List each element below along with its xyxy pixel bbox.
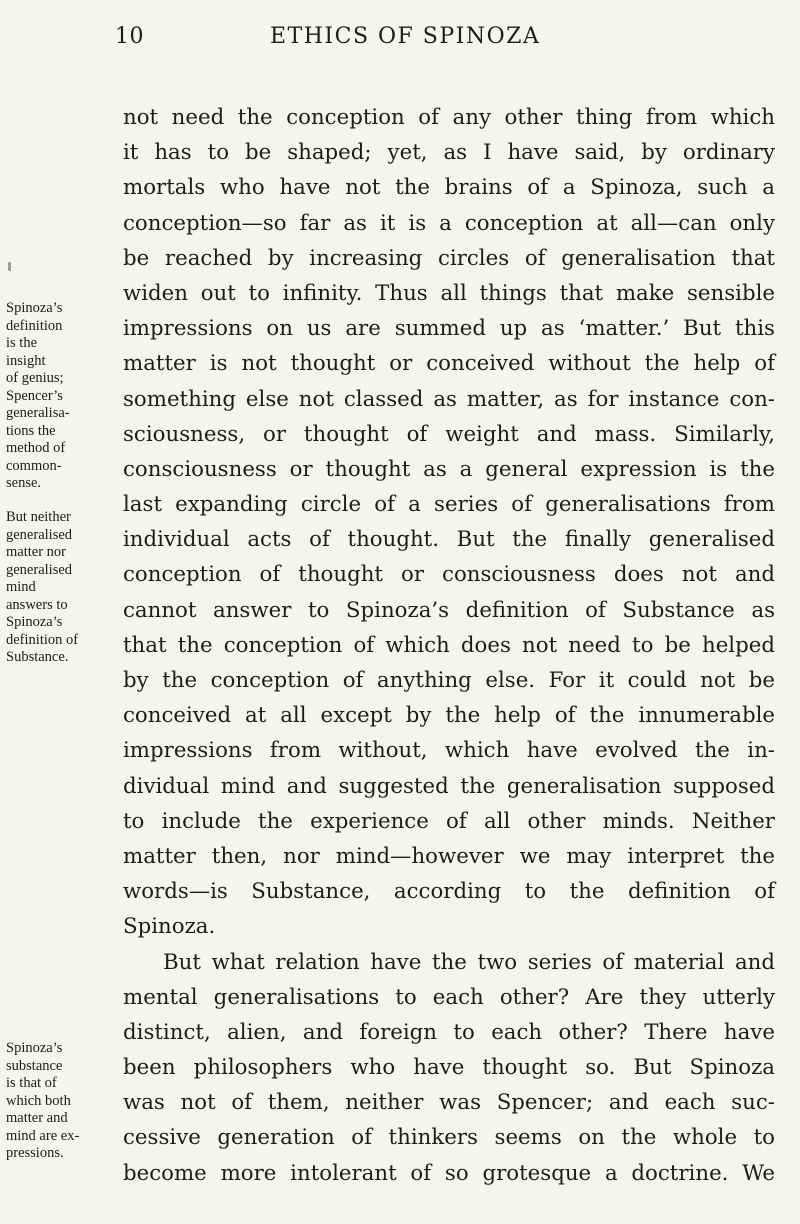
margin-note-line: substance bbox=[6, 1057, 63, 1074]
text-line: dividual mind and suggested the generalisation supposed bbox=[123, 773, 775, 799]
running-title: ETHICS OF SPINOZA bbox=[270, 24, 541, 49]
margin-note-line: generalised bbox=[6, 526, 73, 543]
margin-note-line: Spencer’s bbox=[6, 387, 63, 404]
page-header bbox=[0, 10, 800, 50]
text-line: impressions on us are summed up as ‘matter.’ But this bbox=[123, 316, 775, 342]
text-line: impressions from without, which have evolved the in- bbox=[123, 738, 775, 764]
text-line: But what relation have the two series of material and bbox=[163, 949, 775, 975]
margin-note-line: But neither bbox=[6, 509, 71, 525]
margin-note-line: pressions. bbox=[6, 1145, 64, 1161]
text-line: been philosophers who have thought so. But Spinoza bbox=[123, 1055, 775, 1081]
margin-note-line: Spinoza’s bbox=[6, 300, 63, 316]
margin-mark bbox=[8, 262, 11, 271]
page-number: 10 bbox=[115, 24, 144, 49]
margin-note-line: mind bbox=[6, 579, 36, 595]
margin-note-definition bbox=[6, 300, 110, 493]
text-line: last expanding circle of a series of generalisations from bbox=[123, 492, 775, 518]
margin-note-line: which both bbox=[6, 1092, 71, 1109]
margin-note-line: Spinoza’s bbox=[6, 1040, 63, 1056]
margin-note-line: matter nor bbox=[6, 544, 66, 560]
text-line: widen out to infinity. Thus all things that make sensible bbox=[123, 280, 775, 306]
text-line: not need the conception of any other thing from which bbox=[123, 105, 775, 130]
body-text bbox=[123, 100, 775, 1191]
margin-note-line: answers to bbox=[6, 596, 68, 613]
text-line: sciousness, or thought of weight and mass. Similarly, bbox=[123, 421, 775, 447]
margin-note-line: method of bbox=[6, 440, 66, 456]
text-line: be reached by increasing circles of generalisation that bbox=[123, 245, 775, 271]
margin-note-line: is the bbox=[6, 335, 38, 351]
text-line: conception—so far as it is a conception at all—can only bbox=[123, 210, 775, 236]
margin-note-line: sense. bbox=[6, 475, 42, 491]
margin-note-line: tions the bbox=[6, 422, 56, 439]
text-line: become more intolerant of so grotesque a doctrine. We bbox=[123, 1160, 775, 1186]
text-line: by the conception of anything else. For it could not be bbox=[123, 668, 775, 693]
text-line: cannot answer to Spinoza’s definition of Substance as bbox=[123, 597, 775, 623]
text-line: cessive generation of thinkers seems on the whole to bbox=[123, 1125, 775, 1151]
text-line: mortals who have not the brains of a Spinoza, such a bbox=[123, 175, 775, 201]
margin-note-line: matter and bbox=[6, 1110, 68, 1126]
margin-note-line: of genius; bbox=[6, 370, 64, 386]
text-line: was not of them, neither was Spencer; and each suc- bbox=[123, 1090, 775, 1116]
text-line: Spinoza. bbox=[123, 914, 216, 940]
text-line: words—is Substance, according to the definition of bbox=[123, 879, 775, 905]
margin-note-line: definition of bbox=[6, 631, 79, 648]
text-line: conceived at all except by the help of the innumerable bbox=[123, 703, 775, 729]
text-line: it has to be shaped; yet, as I have said, by ordinary bbox=[123, 140, 775, 166]
margin-note-line: definition bbox=[6, 317, 63, 334]
text-line: consciousness or thought as a general expression is the bbox=[123, 456, 775, 482]
margin-note-substance bbox=[6, 509, 110, 667]
margin-note-line: insight bbox=[6, 352, 46, 369]
text-line: matter then, nor mind—however we may interpret the bbox=[123, 843, 775, 869]
margin-note-line: is that of bbox=[6, 1075, 57, 1091]
margin-note-line: generalised bbox=[6, 561, 73, 578]
margin-note-line: generalisa- bbox=[6, 405, 70, 421]
text-line: conception of thought or consciousness does not and bbox=[123, 562, 775, 588]
text-line: individual acts of thought. But the finally generalised bbox=[123, 527, 775, 553]
margin-note-line: common- bbox=[6, 457, 62, 474]
text-line: distinct, alien, and foreign to each other? There have bbox=[123, 1019, 775, 1045]
margin-note-line: mind are ex- bbox=[6, 1127, 80, 1144]
margin-note-line: Spinoza’s bbox=[6, 614, 63, 630]
margin-note-line: Substance. bbox=[6, 649, 69, 665]
text-line: that the conception of which does not need to be helped bbox=[123, 632, 775, 658]
text-line: mental generalisations to each other? Are they utterly bbox=[123, 984, 775, 1010]
margin-note-expressions bbox=[6, 1040, 110, 1163]
text-line: matter is not thought or conceived without the help of bbox=[123, 351, 775, 377]
text-line: to include the experience of all other minds. Neither bbox=[123, 808, 775, 834]
text-line: something else not classed as matter, as for instance con- bbox=[123, 386, 775, 412]
